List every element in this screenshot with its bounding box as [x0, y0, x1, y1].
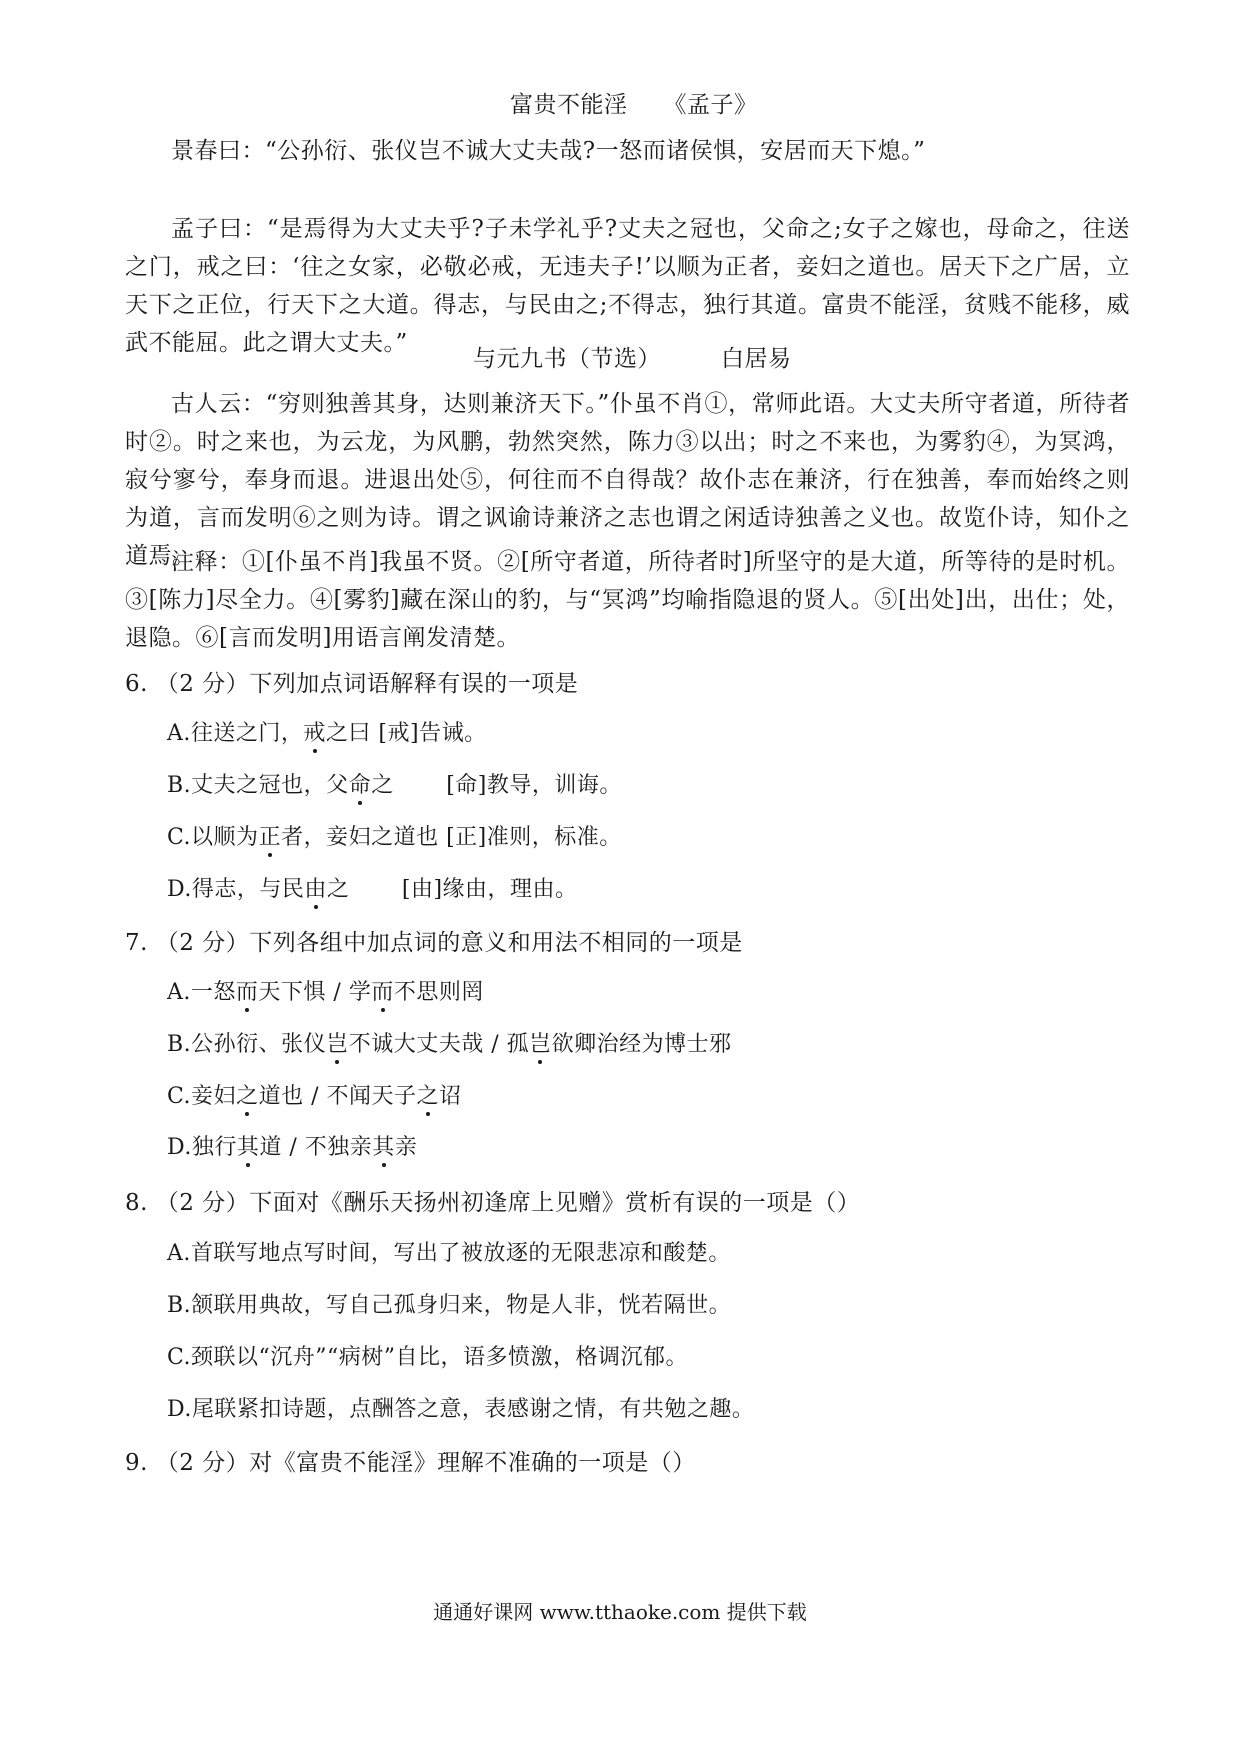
q7-option-a[interactable]: A.一怒而天下惧 / 学而不思则罔 — [167, 980, 484, 1005]
q6-option-d[interactable]: D.得志，与民由之 [由]缘由，理由。 — [167, 877, 578, 902]
q7-option-b[interactable]: B.公孙衍、张仪岂不诚大丈夫哉 / 孤岂欲卿治经为博士邪 — [167, 1032, 732, 1057]
dotted-word: 而 — [235, 980, 259, 1005]
passage2-title: 与元九书（节选） — [473, 346, 661, 372]
dotted-word: 由 — [304, 877, 327, 902]
passage1-heading — [510, 86, 758, 119]
q6-option-c[interactable]: C.以顺为正者，妾妇之道也 [正]准则，标准。 — [167, 825, 622, 850]
q7-option-c[interactable]: C.妾妇之道也 / 不闻天子之诏 — [167, 1084, 462, 1109]
q7-option-d[interactable]: D.独行其道 / 不独亲其亲 — [167, 1135, 418, 1160]
dotted-word: 岂 — [529, 1032, 552, 1057]
passage2-author: 白居易 — [721, 346, 792, 372]
dotted-word: 之 — [236, 1084, 259, 1109]
dotted-word: 而 — [371, 980, 394, 1005]
page-footer: 通通好课网 www.tthaoke.com 提供下载 — [433, 1600, 807, 1624]
passage2-heading — [473, 340, 792, 373]
passage1-para2: 孟子曰：“是焉得为大丈夫乎?子未学礼乎?丈夫之冠也，父命之;女子之嫁也，母命之，往送之门，戒之曰：‘往之女家，必敬必戒，无违夫子!’以顺为正者，妾妇之道也。居天下之广居，立天下之正位，行天下之大道。得志，与民由之;不得志，独行其道。富贵不能淫，贫贱不能移，威武不能屈。此之谓大丈夫。” — [125, 216, 1130, 356]
q8-option-c[interactable]: C.颈联以“沉舟”“病树”自比，语多愤激，格调沉郁。 — [167, 1345, 689, 1370]
passage1-author: 《孟子》 — [663, 92, 758, 118]
q8-stem: 8. （2 分）下面对《酬乐天扬州初逢席上见赠》赏析有误的一项是（） — [125, 1190, 861, 1216]
q6-stem: 6. （2 分）下列加点词语解释有误的一项是 — [125, 671, 579, 697]
dotted-word: 之 — [416, 1084, 439, 1109]
dotted-word: 正 — [258, 825, 282, 850]
passage1-para1: 景春曰：“公孙衍、张仪岂不诚大丈夫哉?一怒而诸侯惧，安居而天下熄。” — [171, 138, 926, 164]
dotted-word: 命 — [348, 773, 372, 798]
dotted-word: 其 — [372, 1135, 395, 1160]
passage2-notes: 注释：①[仆虽不肖]我虽不贤。②[所守者道，所待者时]所坚守的是大道，所等待的是时机。③[陈力]尽全力。④[雾豹]藏在深山的豹，与“冥鸿”均喻指隐退的贤人。⑤[出处]出，出仕；处，退隐。⑥[言而发明]用语言阐发清楚。 — [125, 549, 1130, 651]
q6-option-b[interactable]: B.丈夫之冠也，父命之 [命]教导，训诲。 — [167, 773, 622, 798]
dotted-word: 戒 — [303, 721, 326, 746]
q8-option-b[interactable]: B.颔联用典故，写自己孤身归来，物是人非，恍若隔世。 — [167, 1293, 732, 1318]
dotted-word: 岂 — [326, 1032, 349, 1057]
q8-option-d[interactable]: D.尾联紧扣诗题，点酬答之意，表感谢之情，有共勉之趣。 — [167, 1397, 755, 1422]
passage2-para1: 古人云：“穷则独善其身，达则兼济天下。”仆虽不肖①，常师此语。大丈夫所守者道，所待者时②。时之来也，为云龙，为风鹏，勃然突然，陈力③以出；时之不来也，为雾豹④，为冥鸿，寂兮寥兮，奉身而退。进退出处⑤，何往而不自得哉？故仆志在兼济，行在独善，奉而始终之则为道，言而发明⑥之则为诗。谓之讽谕诗兼济之志也谓之闲适诗独善之义也。故览仆诗，知仆之道焉。 — [125, 391, 1130, 569]
q6-option-a[interactable]: A.往送之门，戒之曰 [戒]告诫。 — [167, 721, 487, 746]
passage1-title: 富贵不能淫 — [510, 92, 628, 118]
q8-option-a[interactable]: A.首联写地点写时间，写出了被放逐的无限悲凉和酸楚。 — [167, 1241, 731, 1266]
dotted-word: 其 — [236, 1135, 260, 1160]
q9-stem: 9. （2 分）对《富贵不能淫》理解不准确的一项是（） — [125, 1450, 696, 1476]
q7-stem: 7. （2 分）下列各组中加点词的意义和用法不相同的一项是 — [125, 930, 743, 956]
